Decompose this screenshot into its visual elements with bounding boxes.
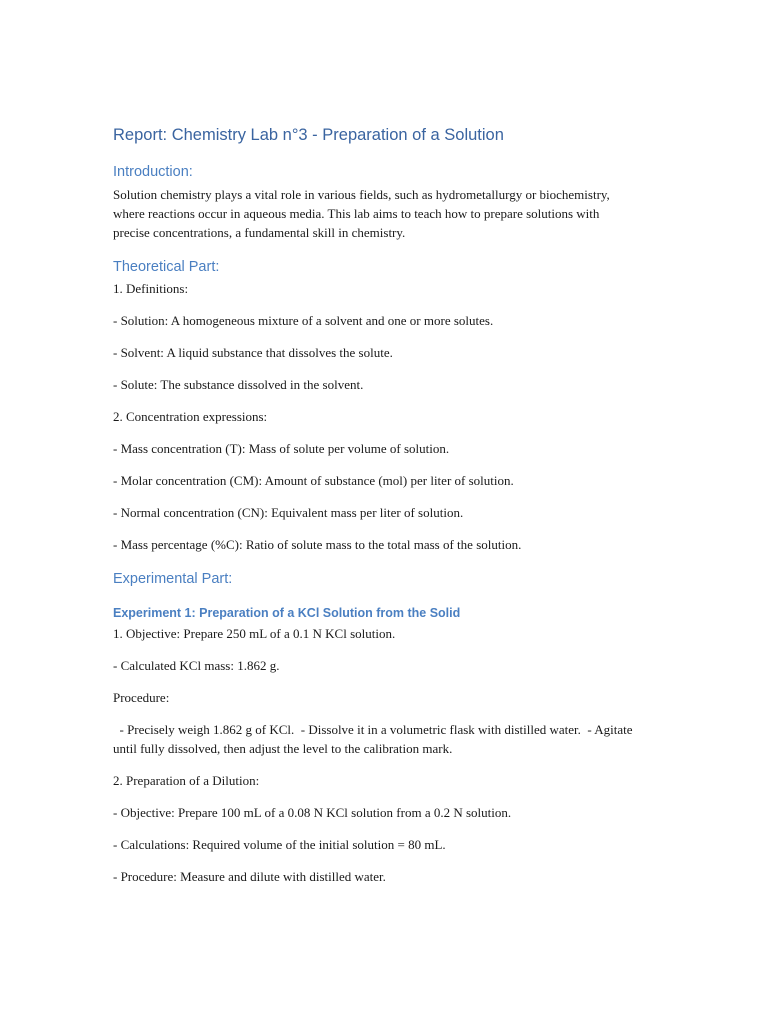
definitions-label: 1. Definitions: (113, 281, 189, 296)
definition-solution: - Solution: A homogeneous mixture of a solvent and one or more solutes. (113, 313, 494, 328)
introduction-heading: Introduction: (113, 164, 193, 180)
procedure-label: Procedure: (113, 690, 170, 705)
objective-line: 1. Objective: Prepare 250 mL of a 0.1 N KCl solution. (113, 626, 396, 641)
definition-solute: - Solute: The substance dissolved in the solvent. (113, 377, 364, 392)
experiment1-heading: Experiment 1: Preparation of a KCl Solution from the Solid (113, 606, 461, 620)
expression-molar: - Molar concentration (CM): Amount of substance (mol) per liter of solution. (113, 473, 514, 488)
calculated-mass-line: - Calculated KCl mass: 1.862 g. (113, 658, 280, 673)
experimental-heading: Experimental Part: (113, 571, 233, 587)
document-title: Report: Chemistry Lab n°3 - Preparation of a Solution (113, 126, 504, 144)
dilution-label: 2. Preparation of a Dilution: (113, 773, 260, 788)
expressions-label: 2. Concentration expressions: (113, 409, 268, 424)
theoretical-heading: Theoretical Part: (113, 259, 220, 275)
expression-normal: - Normal concentration (CN): Equivalent mass per liter of solution. (113, 505, 464, 520)
dilution-objective: - Objective: Prepare 100 mL of a 0.08 N KCl solution from a 0.2 N solution. (113, 805, 512, 820)
definition-solvent: - Solvent: A liquid substance that dissolves the solute. (113, 345, 393, 360)
introduction-paragraph: Solution chemistry plays a vital role in various fields, such as hydrometallurgy or biochemistry, where reactions occur in aqueous media. This lab aims to teach how to prepare solutions with precise concentrations, a fundamental skill in chemistry. (113, 187, 610, 240)
expression-percent: - Mass percentage (%C): Ratio of solute mass to the total mass of the solution. (113, 537, 522, 552)
expression-mass: - Mass concentration (T): Mass of solute per volume of solution. (113, 441, 450, 456)
procedure-text: - Precisely weigh 1.862 g of KCl. - Dissolve it in a volumetric flask with distilled water. - Agitate until fully dissolved, then adjust the level to the calibration mark. (113, 722, 636, 756)
dilution-calculations: - Calculations: Required volume of the initial solution = 80 mL. (113, 837, 446, 852)
dilution-procedure: - Procedure: Measure and dilute with distilled water. (113, 869, 386, 884)
